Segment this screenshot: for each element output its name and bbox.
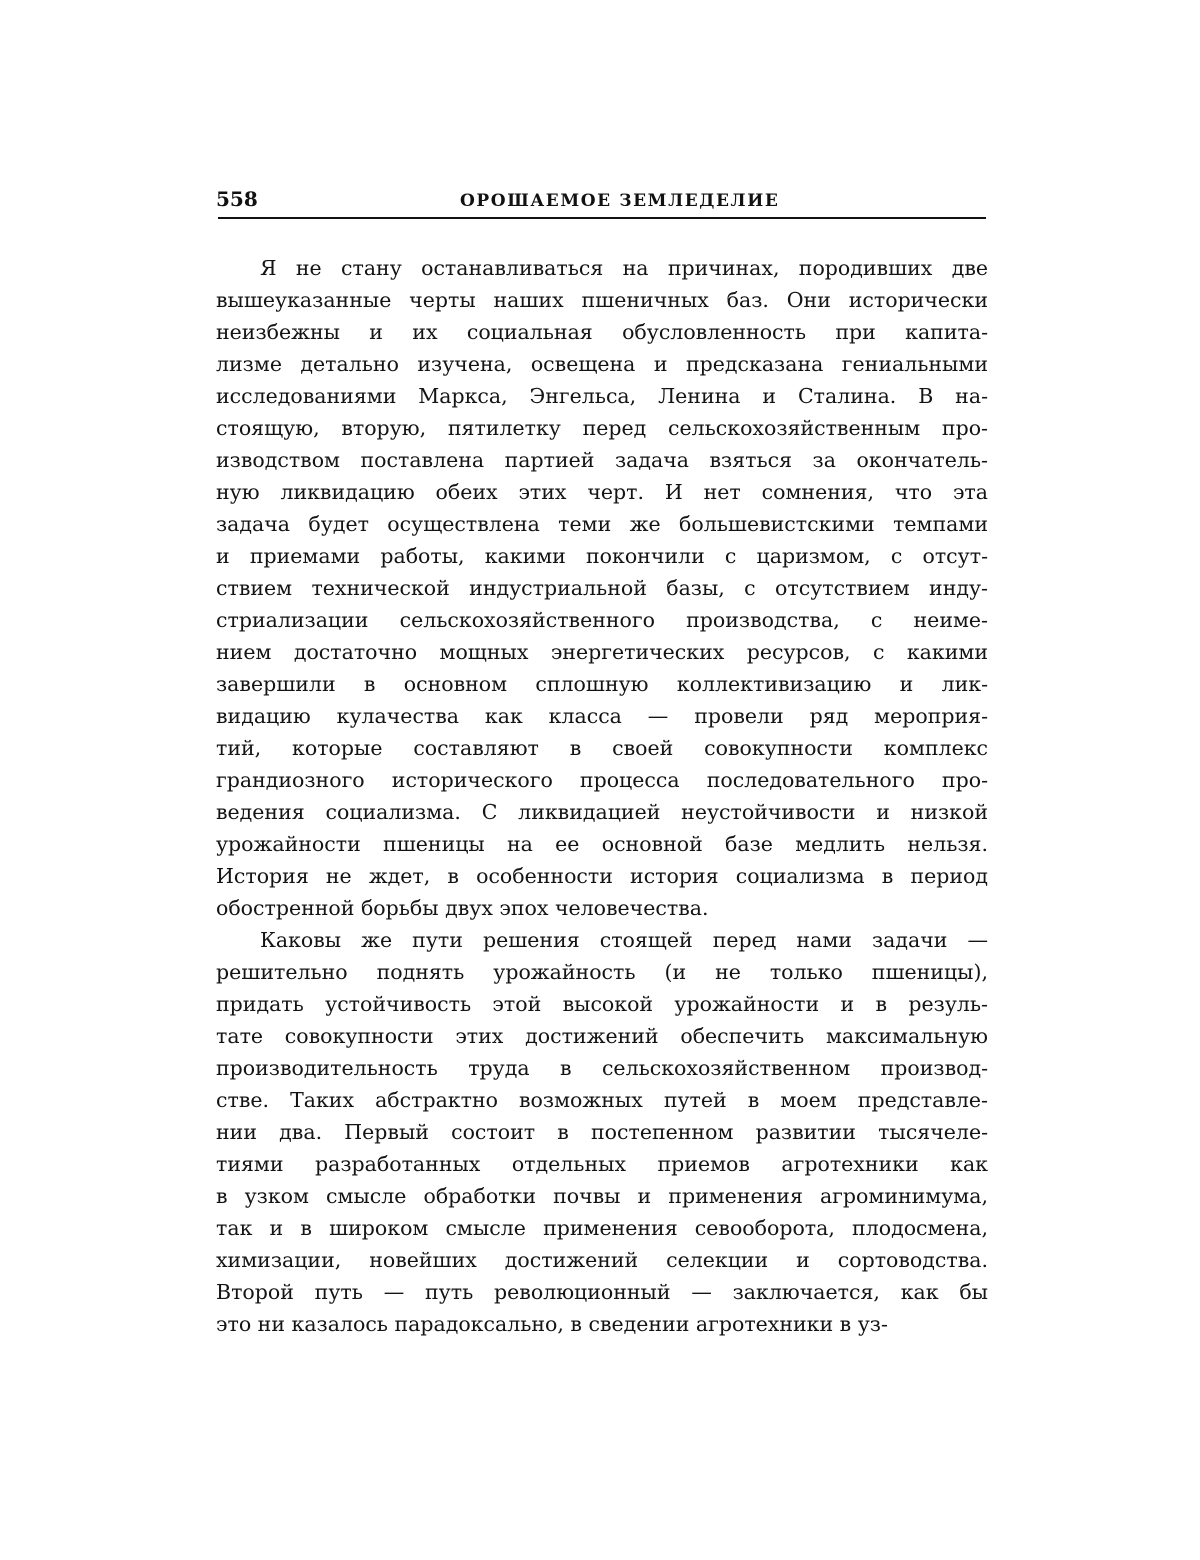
text-line: видацию кулачества как класса — провели ряд мероприя- — [216, 704, 988, 728]
text-line: решительно поднять урожайность (и не только пшеницы), — [216, 960, 988, 984]
text-line: придать устойчивость этой высокой урожайности и в резуль- — [216, 992, 988, 1016]
text-line: Второй путь — путь революционный — заключается, как бы — [216, 1280, 988, 1304]
text-line: тий, которые составляют в своей совокупности комплекс — [216, 736, 988, 760]
text-line: стве. Таких абстрактно возможных путей в моем представле- — [216, 1088, 988, 1112]
paragraph — [216, 924, 988, 1340]
text-line: изводством поставлена партией задача взяться за окончатель- — [216, 448, 988, 472]
text-line: нием достаточно мощных энергетических ресурсов, с какими — [216, 640, 988, 664]
paragraph — [216, 252, 988, 924]
text-line: урожайности пшеницы на ее основной базе медлить нельзя. — [216, 832, 988, 856]
text-line: лизме детально изучена, освещена и предсказана гениальными — [216, 352, 988, 376]
text-line: химизации, новейших достижений селекции и сортоводства. — [216, 1248, 988, 1272]
text-line: ствием технической индустриальной базы, с отсутствием инду- — [216, 576, 988, 600]
text-line: так и в широком смысле применения севооборота, плодосмена, — [216, 1216, 988, 1240]
page-number: 558 — [216, 187, 258, 211]
text-line: исследованиями Маркса, Энгельса, Ленина и Сталина. В на- — [216, 384, 988, 408]
text-line: вышеуказанные черты наших пшеничных баз. Они исторически — [216, 288, 988, 312]
text-line: тате совокупности этих достижений обеспечить максимальную — [216, 1024, 988, 1048]
body-text — [216, 252, 988, 1340]
text-line: производительность труда в сельскохозяйственном производ- — [216, 1056, 988, 1080]
text-line: ведения социализма. С ликвидацией неустойчивости и низкой — [216, 800, 988, 824]
text-line: Я не стану останавливаться на причинах, породивших две — [260, 256, 988, 280]
text-line: стриализации сельскохозяйственного производства, с неиме- — [216, 608, 988, 632]
text-line: стоящую, вторую, пятилетку перед сельскохозяйственным про- — [216, 416, 988, 440]
running-title: ОРОШАЕМОЕ ЗЕМЛЕДЕЛИЕ — [460, 191, 780, 211]
text-line: неизбежны и их социальная обусловленность при капита- — [216, 320, 988, 344]
text-line: тиями разработанных отдельных приемов агротехники как — [216, 1152, 988, 1176]
text-line: нии два. Первый состоит в постепенном развитии тысячеле- — [216, 1120, 988, 1144]
text-line: обостренной борьбы двух эпох человечества. — [216, 896, 709, 920]
text-line: задача будет осуществлена теми же большевистскими темпами — [216, 512, 988, 536]
text-line: ную ликвидацию обеих этих черт. И нет сомнения, что эта — [216, 480, 988, 504]
text-line: История не ждет, в особенности история социализма в период — [216, 864, 988, 888]
text-line: грандиозного исторического процесса последовательного про- — [216, 768, 988, 792]
text-line: Каковы же пути решения стоящей перед нами задачи — — [260, 928, 988, 952]
text-line: это ни казалось парадоксально, в сведении агротехники в уз- — [216, 1312, 888, 1336]
page-header — [216, 186, 988, 216]
text-line: и приемами работы, какими покончили с царизмом, с отсут- — [216, 544, 988, 568]
text-line: в узком смысле обработки почвы и применения агроминимума, — [216, 1184, 988, 1208]
text-line: завершили в основном сплошную коллективизацию и лик- — [216, 672, 988, 696]
paragraphs — [216, 252, 988, 1340]
header-rule — [218, 217, 986, 219]
